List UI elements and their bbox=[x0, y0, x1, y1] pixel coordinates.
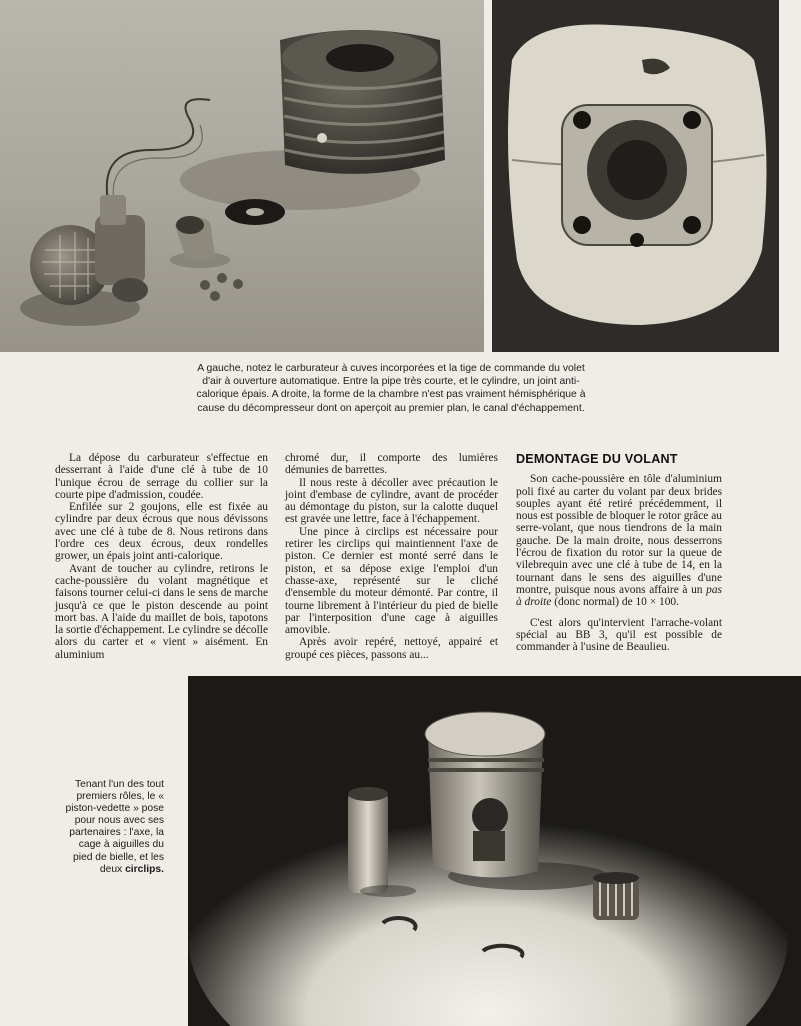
paragraph: chromé dur, il comporte des lumières démunies de barrettes. bbox=[285, 452, 498, 477]
photo-cylinder-head bbox=[492, 0, 779, 352]
paragraph: Après avoir repéré, nettoyé, appairé et groupé ces pièces, passons au... bbox=[285, 636, 498, 661]
paragraph bbox=[516, 473, 722, 608]
section-heading: DEMONTAGE DU VOLANT bbox=[516, 452, 678, 466]
paragraph-text: (donc normal) de 10 × 100. bbox=[554, 596, 679, 609]
paragraph: Enfilée sur 2 goujons, elle est fixée au cylindre par deux écrous que nous dévissons avec une clé à tube de 8. Nous retirons dans l'ordre ces deux écrous, deux rondelles grower, un épais joint anti-calorique. bbox=[55, 501, 268, 563]
article-column-2 bbox=[285, 452, 498, 661]
paragraph: Avant de toucher au cylindre, retirons le cache-poussière du volant magnétique et faisons tourner celui-ci dans le sens de marche jusqu'à ce que le piston descende au point mort bas. A l'aide du maillet de bois, tapotons la sortie d'échappement. Le cylindre se décolle alors du carter et « vient » aisément. En aluminium bbox=[55, 562, 269, 661]
paragraph: C'est alors qu'intervient l'arrache-volant spécial au BB 3, qu'il est possible de commander à l'usine de Beaulieu. bbox=[516, 616, 722, 654]
needle-cage-image bbox=[593, 872, 639, 920]
gasket-image bbox=[225, 199, 285, 225]
caption-top-photos: A gauche, notez le carburateur à cuves incorporées et la tige de commande du volet d'air à ouverture automatique. Entre la pipe très courte, et le cylindre, un joint anti-calorique épais. A droite, la forme de la chambre n'est pas vraiment hémisphérique à cause du décompresseur dont on aperçoit au premier plan, le canal d'échappement. bbox=[196, 363, 586, 414]
paragraph: La dépose du carburateur s'effectue en desserrant à l'aide d'une clé à tube de 10 l'unique écrou de serrage du collier sur la courte pipe d'admission, coudée. bbox=[55, 452, 268, 501]
caption-text: Tenant l'un des tout premiers rôles, le « piston-vedette » pose pour nous avec ses partenaires : l'axe, la cage à aiguilles du pied de bielle, et les deux bbox=[65, 779, 164, 875]
paragraph: Il nous reste à décoller avec précaution le joint d'embase de cylindre, avant de procéder au démontage du piston, sur la calotte duquel est gravée une lettre, face à l'échappement. bbox=[285, 476, 498, 526]
paragraph: Une pince à circlips est nécessaire pour retirer les circlips qui maintiennent l'axe de piston. Ce dernier est monté serré dans le piston, et sa dépose exige l'emploi d'un chasse-axe, représenté sur le cliché d'ensemble du moteur démonté. Par contre, il tourne librement à l'intérieur du pied de bielle par l'interposition d'une cage à aiguilles amovible. bbox=[285, 525, 498, 637]
cylinder-image bbox=[280, 30, 445, 174]
photo-carburetor-cylinder bbox=[0, 0, 484, 352]
caption-bold: circlips. bbox=[125, 863, 164, 875]
article-column-3 bbox=[516, 453, 722, 659]
paragraph-text: Son cache-poussière en tôle d'aluminium poli fixé au carter du volant par deux brides souples ayant été retiré précédemment, il nous est possible de bloquer le rotor grâce au serre-volant, que nous tiendrons de la main gauche. De la main droite, nous desserrons l'écrou de fixation du rotor sur la queue de vilebrequin avec une clé à tube de 14, en la tournant dans le sens des aiguilles d'une montre, puisque nous avons affaire à un bbox=[516, 473, 722, 596]
paragraph-emphasis: pas à droite bbox=[516, 583, 722, 609]
caption-piston-photo bbox=[58, 779, 164, 876]
article-column-1 bbox=[55, 452, 268, 661]
photo-piston-parts bbox=[188, 676, 801, 1026]
